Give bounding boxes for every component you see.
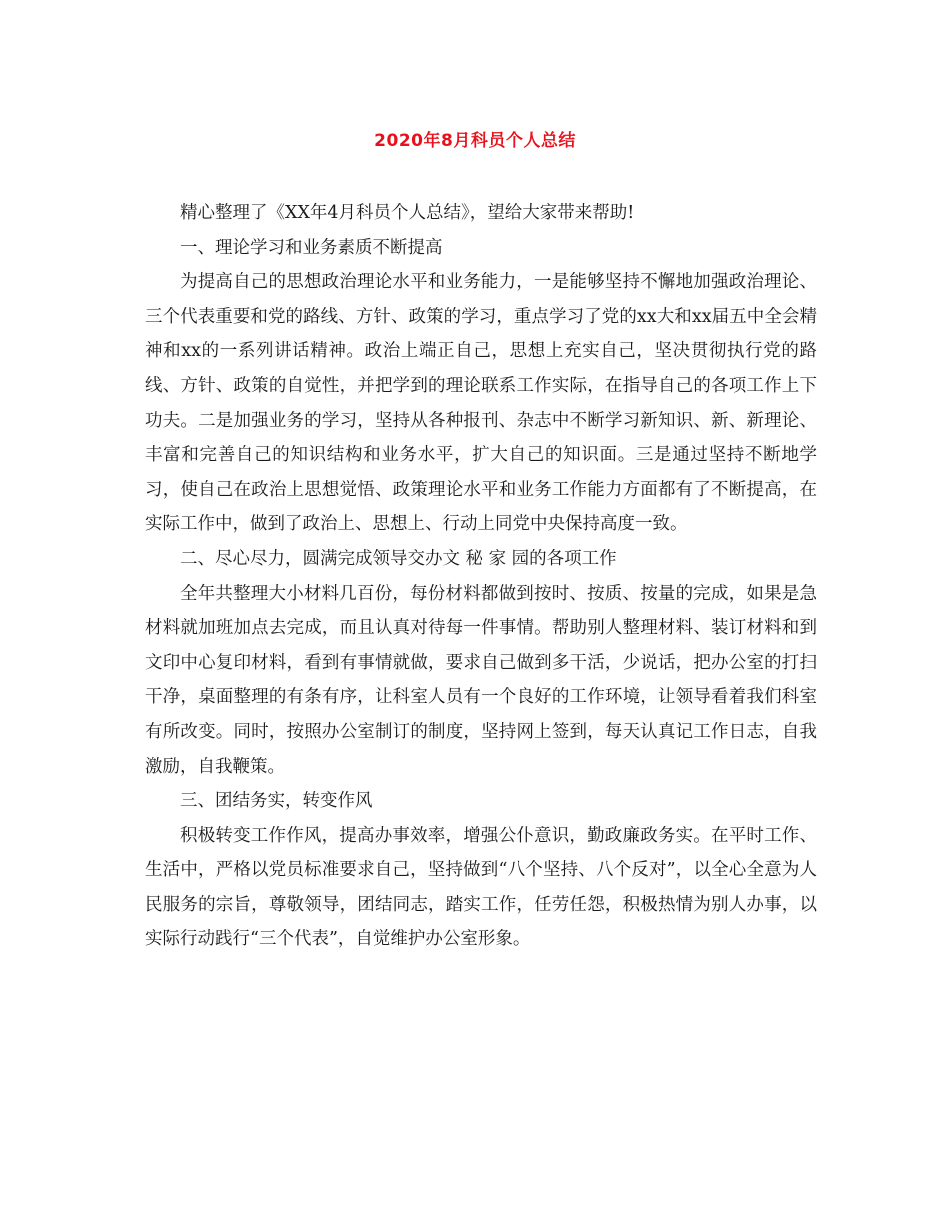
document-body	[145, 196, 817, 957]
section-heading-1: 一、理论学习和业务素质不断提高	[180, 237, 443, 258]
section-heading-3: 三、团结务实，转变作风	[180, 791, 373, 812]
document-title: 2020年8月科员个人总结	[374, 131, 576, 151]
section-paragraph-1: 为提高自己的思想政治理论水平和业务能力，一是能够坚持不懈地加强政治理论、三个代表重要和党的路线、方针、政策的学习，重点学习了党的xx大和xx届五中全会精神和xx的一系列讲话精神。政治上端正自己，思想上充实自己，坚决贯彻执行党的路线、方针、政策的自觉性，并把学到的理论联系工作实际，在指导自己的各项工作上下功夫。二是加强业务的学习，坚持从各种报刊、杂志中不断学习新知识、新、新理论、丰富和完善自己的知识结构和业务水平，扩大自己的知识面。三是通过坚持不断地学习，使自己在政治上思想觉悟、政策理论水平和业务工作能力方面都有了不断提高，在实际工作中，做到了政治上、思想上、行动上同党中央保持高度一致。	[145, 272, 817, 535]
section-paragraph-3: 积极转变工作作风，提高办事效率，增强公仆意识，勤政廉政务实。在平时工作、生活中，严格以党员标准要求自己，坚持做到“八个坚持、八个反对”，以全心全意为人民服务的宗旨，尊敬领导，团结同志，踏实工作，任劳任怨，积极热情为别人办事，以实际行动践行“三个代表”，自觉维护办公室形象。	[145, 825, 817, 950]
intro-paragraph: 精心整理了《XX年4月科员个人总结》，望给大家带来帮助!	[180, 203, 635, 223]
section-heading-2: 二、尽心尽力，圆满完成领导交办文 秘 家 园的各项工作	[180, 548, 617, 569]
section-paragraph-2: 全年共整理大小材料几百份，每份材料都做到按时、按质、按量的完成，如果是急材料就加班加点去完成，而且认真对待每一件事情。帮助别人整理材料、装订材料和到文印中心复印材料，看到有事情就做，要求自己做到多干活，少说话，把办公室的打扫干净，桌面整理的有条有序，让科室人员有一个良好的工作环境，让领导看着我们科室有所改变。同时，按照办公室制订的制度，坚持网上签到，每天认真记工作日志，自我激励，自我鞭策。	[145, 583, 817, 777]
